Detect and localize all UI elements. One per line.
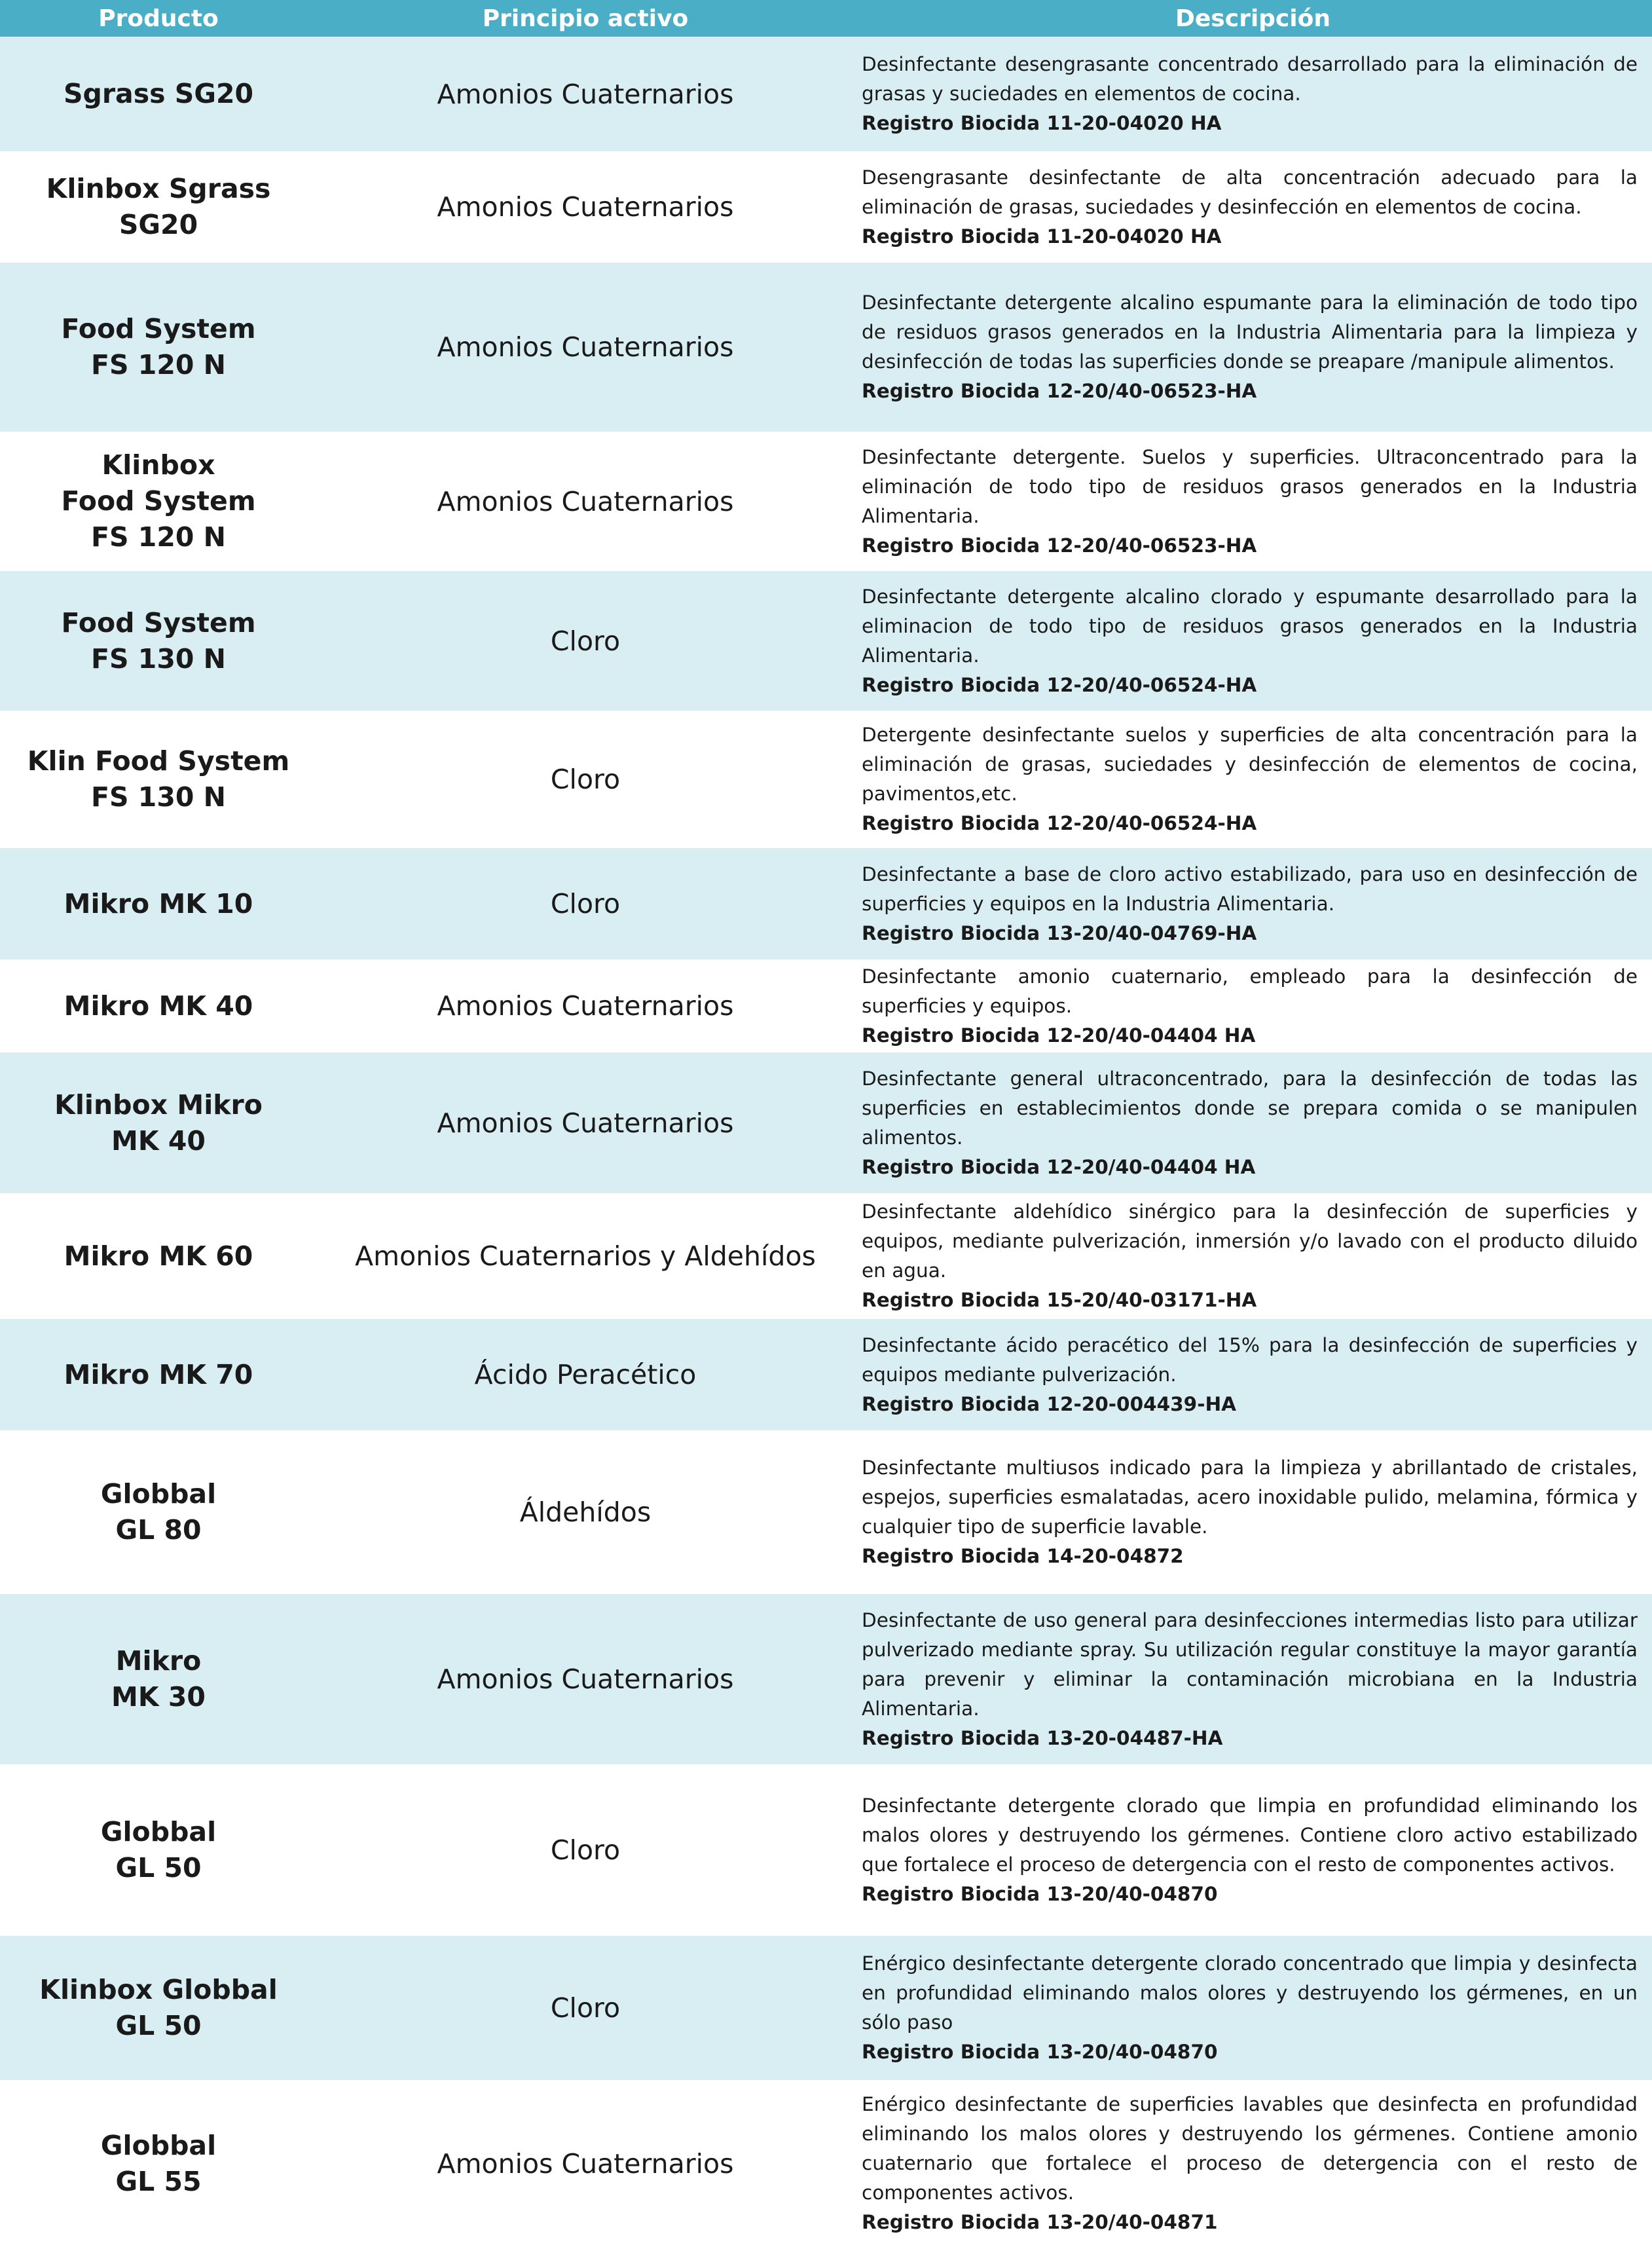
active-principle: Amonios Cuaternarios <box>437 1663 734 1695</box>
product-name-line: Food System <box>61 313 256 344</box>
description-text: Desinfectante de uso general para desinfecciones intermedias listo para utilizar pulverizado mediante spray. Su utilización regular constituye la mayor garantía para prevenir y eliminar la contaminación microbiana en la Industria Alimentaria. <box>862 1608 1638 1720</box>
product-name <box>0 1087 317 1159</box>
product-name-line: FS 120 N <box>91 521 226 553</box>
biocide-registration: Registro Biocida 12-20/40-04404 HA <box>862 1024 1256 1047</box>
product-name <box>0 447 317 555</box>
biocide-registration: Registro Biocida 13-20/40-04871 <box>862 2211 1218 2233</box>
product-name-line: MK 30 <box>111 1681 206 1713</box>
table-header <box>0 0 1652 37</box>
product-name-line: FS 120 N <box>91 349 226 381</box>
table-body <box>0 37 1652 2247</box>
table-row <box>0 1052 1652 1193</box>
biocide-registration: Registro Biocida 12-20-004439-HA <box>862 1392 1236 1415</box>
product-name <box>0 743 317 815</box>
active-principle: Amonios Cuaternarios <box>437 2147 734 2180</box>
product-name-line: Globbal <box>100 1478 217 1510</box>
biocide-registration: Registro Biocida 12-20/40-06523-HA <box>862 534 1257 557</box>
active-principle: Cloro <box>550 764 621 795</box>
description-cell <box>854 1453 1652 1571</box>
description-text: Detergente desinfectante suelos y superficies de alta concentración para la eliminación de grasas, suciedades y desinfección de elementos de cocina, pavimentos,etc. <box>862 724 1638 805</box>
biocide-registration: Registro Biocida 12-20/40-06524-HA <box>862 673 1257 696</box>
active-principle: Amonios Cuaternarios y Aldehídos <box>355 1240 816 1272</box>
biocide-registration: Registro Biocida 15-20/40-03171-HA <box>862 1289 1257 1311</box>
table-row <box>0 1936 1652 2080</box>
description-text: Desinfectante desengrasante concentrado desarrollado para la eliminación de grasas y suciedades en elementos de cocina. <box>862 53 1638 105</box>
description-cell <box>854 1331 1652 1419</box>
product-name-line: GL 50 <box>115 1852 202 1884</box>
product-name-line: Klinbox Globbal <box>39 1974 278 2005</box>
product-name-line: Food System <box>61 485 256 517</box>
active-principle: Amonios Cuaternarios <box>437 990 734 1022</box>
biocide-registration: Registro Biocida 14-20-04872 <box>862 1545 1184 1567</box>
active-principle: Ácido Peracético <box>474 1359 697 1390</box>
biocide-registration: Registro Biocida 12-20/40-06524-HA <box>862 812 1257 834</box>
description-text: Desinfectante general ultraconcentrado, para la desinfección de todas las superficies en establecimientos donde se prepara comida o se manipulen alimentos. <box>862 1067 1638 1149</box>
product-name <box>0 1814 317 1886</box>
product-name <box>0 311 317 383</box>
table-row <box>0 848 1652 959</box>
product-name <box>0 988 317 1024</box>
product-name <box>0 886 317 922</box>
table-row <box>0 1319 1652 1430</box>
active-principle: Amonios Cuaternarios <box>437 485 734 517</box>
table-row <box>0 571 1652 711</box>
table-row <box>0 263 1652 432</box>
product-name <box>0 76 317 112</box>
description-cell <box>854 720 1652 838</box>
description-text: Desinfectante detergente clorado que limpia en profundidad eliminando los malos olores y destruyendo los gérmenes. Contiene cloro activo estabilizado que fortalece el proceso de detergencia con el resto de componentes activos. <box>862 1794 1638 1876</box>
product-name <box>0 1238 317 1274</box>
table-row <box>0 1764 1652 1936</box>
description-text: Desinfectante ácido peracético del 15% para la desinfección de superficies y equipos mediante pulverización. <box>862 1333 1638 1386</box>
description-cell <box>854 1064 1652 1182</box>
description-cell <box>854 288 1652 406</box>
product-name-line: GL 55 <box>115 2165 202 2197</box>
description-cell <box>854 1606 1652 1753</box>
product-name-line: Mikro MK 10 <box>64 887 253 919</box>
product-name-line: Globbal <box>100 1816 217 1848</box>
active-principle: Amonios Cuaternarios <box>437 331 734 363</box>
header-principio-activo: Principio activo <box>482 5 689 32</box>
biocide-registration: Registro Biocida 12-20/40-04404 HA <box>862 1155 1256 1178</box>
product-name-line: Mikro MK 40 <box>64 990 253 1022</box>
biocide-registration: Registro Biocida 13-20/40-04870 <box>862 2041 1218 2063</box>
product-name-line: GL 80 <box>115 1514 202 1546</box>
description-cell <box>854 582 1652 700</box>
active-principle: Amonios Cuaternarios <box>437 1107 734 1139</box>
description-cell <box>854 962 1652 1050</box>
product-name-line: Klin Food System <box>27 745 290 777</box>
product-name-line: SG20 <box>119 209 198 240</box>
product-name-line: FS 130 N <box>91 642 226 675</box>
description-cell <box>854 1949 1652 2067</box>
product-name-line: MK 40 <box>111 1124 206 1157</box>
description-text: Desinfectante detergente. Suelos y superficies. Ultraconcentrado para la eliminación de todo tipo de residuos grasos generados en la Industria Alimentaria. <box>862 445 1638 527</box>
description-text: Enérgico desinfectante de superficies lavables que desinfecta en profundidad eliminando los malos olores y destruyendo los gérmenes. Contiene amonio cuaternario que fortalece el proceso de detergencia con el resto de componentes activos. <box>862 2093 1638 2204</box>
table-row <box>0 1193 1652 1319</box>
table-row <box>0 711 1652 848</box>
description-cell <box>854 1197 1652 1315</box>
description-text: Desinfectante amonio cuaternario, empleado para la desinfección de superficies y equipos. <box>862 965 1638 1017</box>
product-name-line: Mikro MK 60 <box>64 1240 253 1272</box>
product-name-line: Sgrass SG20 <box>63 78 254 109</box>
table-row <box>0 151 1652 263</box>
description-text: Desinfectante a base de cloro activo estabilizado, para uso en desinfección de superficies y equipos en la Industria Alimentaria. <box>862 863 1638 915</box>
header-descripcion: Descripción <box>1175 5 1331 32</box>
table-row <box>0 37 1652 151</box>
product-name <box>0 2128 317 2200</box>
description-cell <box>854 2090 1652 2237</box>
product-name-line: Mikro <box>115 1645 202 1677</box>
product-name <box>0 1476 317 1548</box>
description-cell <box>854 860 1652 948</box>
active-principle: Cloro <box>550 888 621 919</box>
description-cell <box>854 1791 1652 1909</box>
table-row <box>0 959 1652 1052</box>
header-producto: Producto <box>98 5 219 32</box>
description-cell <box>854 443 1652 561</box>
table-row <box>0 1594 1652 1764</box>
table-row <box>0 1430 1652 1594</box>
active-principle: Cloro <box>550 625 621 657</box>
product-name <box>0 1643 317 1715</box>
description-text: Desinfectante aldehídico sinérgico para la desinfección de superficies y equipos, mediante pulverización, inmersión y/o lavado con el producto diluido en agua. <box>862 1200 1638 1282</box>
biocide-registration: Registro Biocida 13-20/40-04870 <box>862 1883 1218 1905</box>
table-row <box>0 2080 1652 2247</box>
product-name-line: Food System <box>61 606 256 639</box>
description-cell <box>854 50 1652 138</box>
product-name-line: Mikro MK 70 <box>64 1358 253 1390</box>
product-name-line: Klinbox Sgrass <box>46 173 271 204</box>
biocide-registration: Registro Biocida 12-20/40-06523-HA <box>862 380 1257 402</box>
active-principle: Áldehídos <box>519 1496 652 1528</box>
product-name <box>0 605 317 677</box>
biocide-registration: Registro Biocida 13-20/40-04769-HA <box>862 921 1257 944</box>
description-text: Desinfectante multiusos indicado para la limpieza y abrillantado de cristales, espejos, superficies esmalatadas, acero inoxidable pulido, melamina, fórmica y cualquier tipo de superficie lavable. <box>862 1457 1638 1538</box>
product-name-line: GL 50 <box>115 2010 202 2041</box>
description-text: Enérgico desinfectante detergente clorado concentrado que limpia y desinfecta en profundidad eliminando malos olores y destruyendo los gérmenes, en un sólo paso <box>862 1952 1638 2033</box>
product-name-line: Klinbox Mikro <box>54 1088 263 1121</box>
product-name <box>0 171 317 243</box>
product-name-line: Globbal <box>100 2129 217 2161</box>
product-name-line: FS 130 N <box>91 781 226 813</box>
product-name <box>0 1357 317 1393</box>
description-text: Desengrasante desinfectante de alta concentración adecuado para la eliminación de grasas, suciedades y desinfección en elementos de cocina. <box>862 166 1638 218</box>
product-name-line: Klinbox <box>101 449 215 481</box>
active-principle: Cloro <box>550 1992 621 2024</box>
active-principle: Cloro <box>550 1834 621 1866</box>
table-row <box>0 432 1652 571</box>
biocide-registration: Registro Biocida 13-20-04487-HA <box>862 1726 1223 1749</box>
active-principle: Amonios Cuaternarios <box>437 191 734 223</box>
biocide-registration: Registro Biocida 11-20-04020 HA <box>862 112 1222 134</box>
description-text: Desinfectante detergente alcalino clorado y espumante desarrollado para la eliminacion de todo tipo de residuos grasos generados en la Industria Alimentaria. <box>862 585 1638 667</box>
description-cell <box>854 163 1652 251</box>
active-principle: Amonios Cuaternarios <box>437 78 734 110</box>
biocide-registration: Registro Biocida 11-20-04020 HA <box>862 225 1222 248</box>
product-name <box>0 1972 317 2044</box>
description-text: Desinfectante detergente alcalino espumante para la eliminación de todo tipo de residuos grasos generados en la Industria Alimentaria para la limpieza y desinfección de todas las superficies donde se preapare /manipule alimentos. <box>862 291 1638 373</box>
